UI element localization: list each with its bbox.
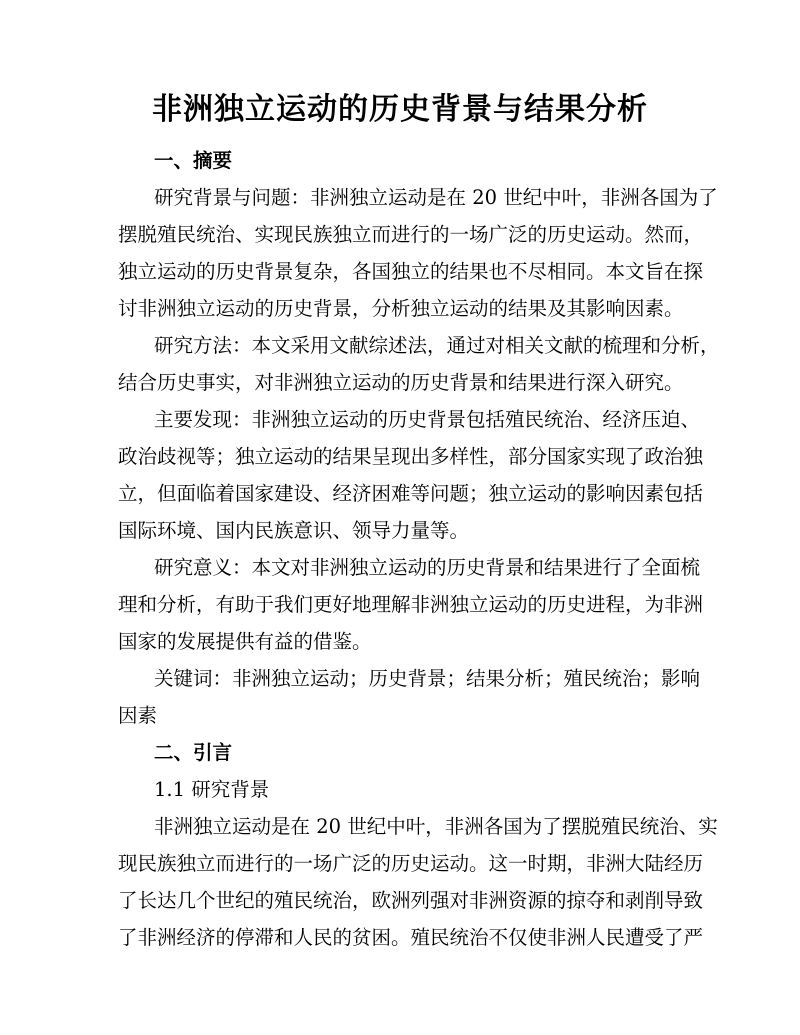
abstract-findings-line: 政治歧视等；独立运动的结果呈现出多样性，部分国家实现了政治独	[118, 445, 704, 468]
abstract-method-line: 研究方法：本文采用文献综述法，通过对相关文献的梳理和分析，	[154, 334, 720, 357]
abstract-background-line: 独立运动的历史背景复杂，各国独立的结果也不尽相同。本文旨在探	[118, 260, 704, 283]
abstract-findings-line: 立，但面临着国家建设、经济困难等问题；独立运动的影响因素包括	[118, 482, 704, 505]
intro-paragraph-line: 非洲独立运动是在 20 世纪中叶，非洲各国为了摆脱殖民统治、实	[154, 815, 718, 838]
abstract-findings-line: 主要发现：非洲独立运动的历史背景包括殖民统治、经济压迫、	[154, 408, 701, 431]
abstract-significance-line: 理和分析，有助于我们更好地理解非洲独立运动的历史进程，为非洲	[118, 593, 704, 616]
intro-paragraph-line: 现民族独立而进行的一场广泛的历史运动。这一时期，非洲大陆经历	[118, 852, 704, 875]
subsection-heading-research-background: 1.1 研究背景	[154, 778, 270, 801]
abstract-background-line: 摆脱殖民统治、实现民族独立而进行的一场广泛的历史运动。然而，	[118, 223, 704, 246]
intro-paragraph-line: 了长达几个世纪的殖民统治，欧洲列强对非洲资源的掠夺和剥削导致	[118, 889, 704, 912]
abstract-keywords-line: 因素	[118, 704, 158, 727]
section-heading-abstract: 一、摘要	[154, 149, 233, 172]
abstract-significance-line: 研究意义：本文对非洲独立运动的历史背景和结果进行了全面梳	[154, 556, 701, 579]
abstract-method-line: 结合历史事实，对非洲独立运动的历史背景和结果进行深入研究。	[118, 371, 684, 394]
intro-paragraph-line: 了非洲经济的停滞和人民的贫困。殖民统治不仅使非洲人民遭受了严	[118, 926, 704, 949]
abstract-findings-line: 国际环境、国内民族意识、领导力量等。	[118, 519, 470, 542]
abstract-background-line: 讨非洲独立运动的历史背景，分析独立运动的结果及其影响因素。	[118, 297, 684, 320]
abstract-keywords-line: 关键词：非洲独立运动；历史背景；结果分析；殖民统治；影响	[154, 667, 701, 690]
abstract-background-line: 研究背景与问题：非洲独立运动是在 20 世纪中叶，非洲各国为了	[154, 186, 718, 209]
section-heading-introduction: 二、引言	[154, 741, 233, 764]
abstract-significance-line: 国家的发展提供有益的借鉴。	[118, 630, 372, 653]
document-title: 非洲独立运动的历史背景与结果分析	[152, 92, 648, 127]
